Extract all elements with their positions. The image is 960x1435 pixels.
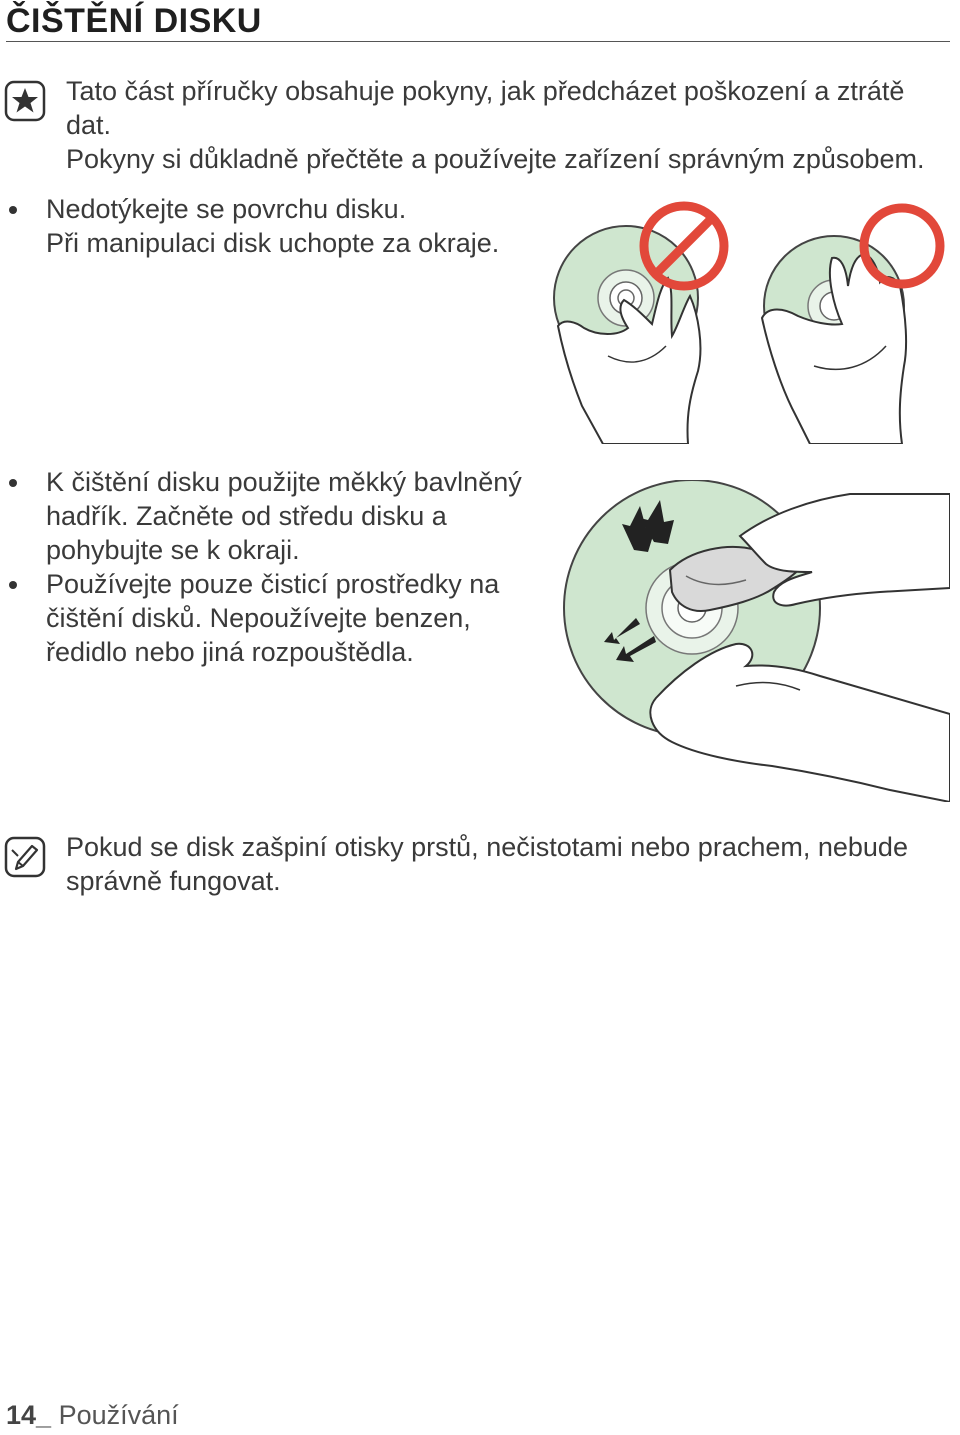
handling-bullets [0, 192, 499, 260]
disc-cleaning-illustration [560, 480, 950, 802]
caution-text [66, 74, 946, 176]
page-footer [6, 1400, 179, 1431]
page-number: 14_ [6, 1400, 52, 1430]
bullet-line: ředidlo nebo jiná rozpouštědla. [46, 637, 414, 667]
bullet-line: hadřík. Začněte od středu disku a [46, 501, 447, 531]
caution-line: Tato část příručky obsahuje pokyny, jak předcházet poškození a ztrátě [66, 76, 905, 106]
pencil-note-icon [4, 836, 46, 878]
bullet-line: K čištění disku použijte měkký bavlněný [46, 467, 522, 497]
note-text [66, 830, 946, 898]
bullet-line: pohybujte se k okraji. [46, 535, 300, 565]
note-line: správně fungovat. [66, 866, 281, 896]
list-item [0, 567, 522, 669]
bullet-line: čištění disků. Nepoužívejte benzen, [46, 603, 471, 633]
star-caution-icon [4, 80, 46, 122]
caution-line: Pokyny si důkladně přečtěte a používejte zařízení správným způsobem. [66, 144, 925, 174]
note-line: Pokud se disk zašpiní otisky prstů, nečistotami nebo prachem, nebude [66, 832, 908, 862]
bullet-line: Používejte pouze čisticí prostředky na [46, 569, 500, 599]
disc-right-illustration [762, 208, 940, 444]
list-item [0, 465, 522, 567]
caution-line: dat. [66, 110, 112, 140]
disc-wrong-illustration [554, 206, 724, 444]
bullet-line: Při manipulaci disk uchopte za okraje. [46, 228, 500, 258]
footer-section: Používání [58, 1400, 179, 1430]
page-title: ČIŠTĚNÍ DISKU [6, 2, 262, 40]
title-divider [6, 41, 950, 42]
disc-handling-illustration [548, 196, 948, 444]
bullet-line: Nedotýkejte se povrchu disku. [46, 194, 407, 224]
list-item [0, 192, 499, 260]
cleaning-bullets [0, 465, 522, 669]
